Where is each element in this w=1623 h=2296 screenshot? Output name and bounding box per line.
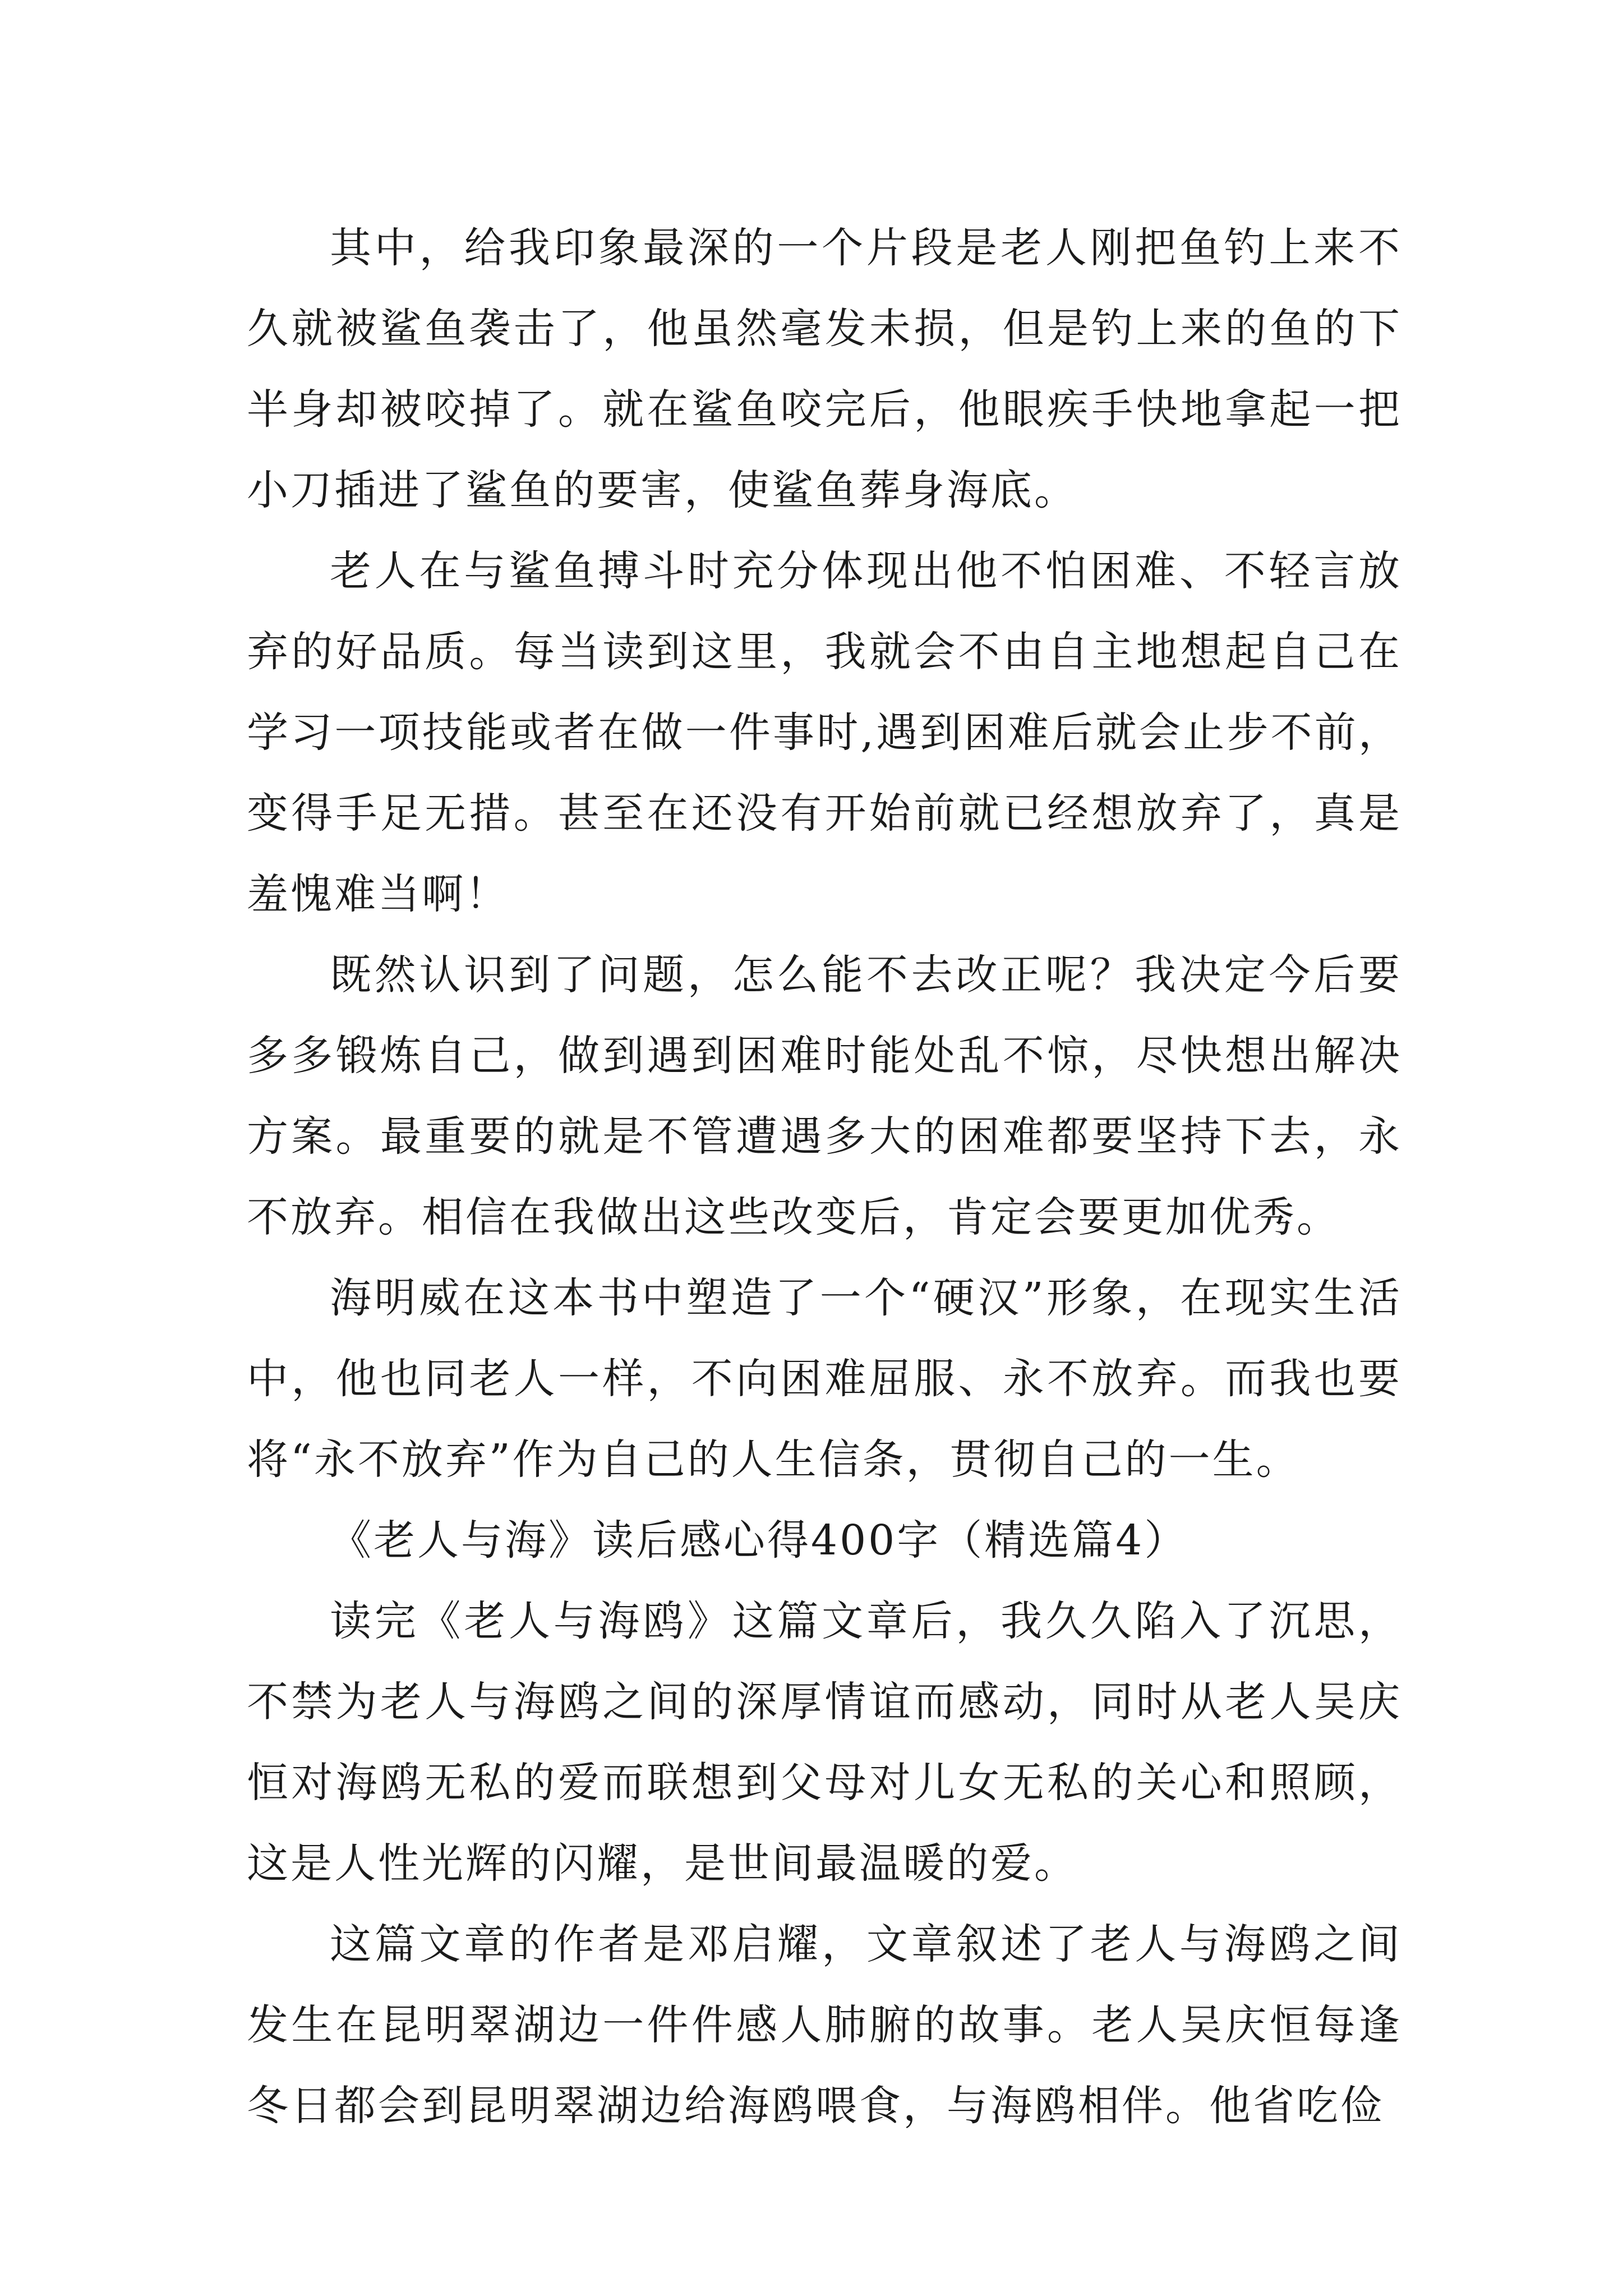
paragraph-2: 老人在与鲨鱼搏斗时充分体现出他不怕困难、不轻言放弃的好品质。每当读到这里，我就会不由自主地想起自己在学习一项技能或者在做一件事时,遇到困难后就会止步不前，变得手足无措。甚至在还没有开始前就已经想放弃了，真是羞愧难当啊！ — [247, 547, 1402, 918]
section-heading: 《老人与海》读后感心得400字（精选篇4） — [330, 1516, 1188, 1565]
document-body — [247, 208, 1402, 2146]
paragraph-4: 海明威在这本书中塑造了一个“硬汉”形象，在现实生活中，他也同老人一样，不向困难屈服、永不放弃。而我也要将“永不放弃”作为自己的人生信条，贯彻自己的一生。 — [247, 1274, 1402, 1484]
paragraph-1: 其中，给我印象最深的一个片段是老人刚把鱼钓上来不久就被鲨鱼袭击了，他虽然毫发未损，但是钓上来的鱼的下半身却被咬掉了。就在鲨鱼咬完后，他眼疾手快地拿起一把小刀插进了鲨鱼的要害，使鲨鱼葬身海底。 — [247, 224, 1402, 514]
paragraph-6: 这篇文章的作者是邓启耀，文章叙述了老人与海鸥之间发生在昆明翠湖边一件件感人肺腑的故事。老人吴庆恒每逢冬日都会到昆明翠湖边给海鸥喂食，与海鸥相伴。他省吃俭 — [247, 1920, 1402, 2130]
paragraph-3: 既然认识到了问题，怎么能不去改正呢？我决定今后要多多锻炼自己，做到遇到困难时能处乱不惊，尽快想出解决方案。最重要的就是不管遭遇多大的困难都要坚持下去，永不放弃。相信在我做出这些改变后，肯定会要更加优秀。 — [247, 951, 1402, 1241]
paragraph-5: 读完《老人与海鸥》这篇文章后，我久久陷入了沉思，不禁为老人与海鸥之间的深厚情谊而感动，同时从老人吴庆恒对海鸥无私的爱而联想到父母对儿女无私的关心和照顾，这是人性光辉的闪耀，是世间最温暖的爱。 — [247, 1597, 1402, 1888]
